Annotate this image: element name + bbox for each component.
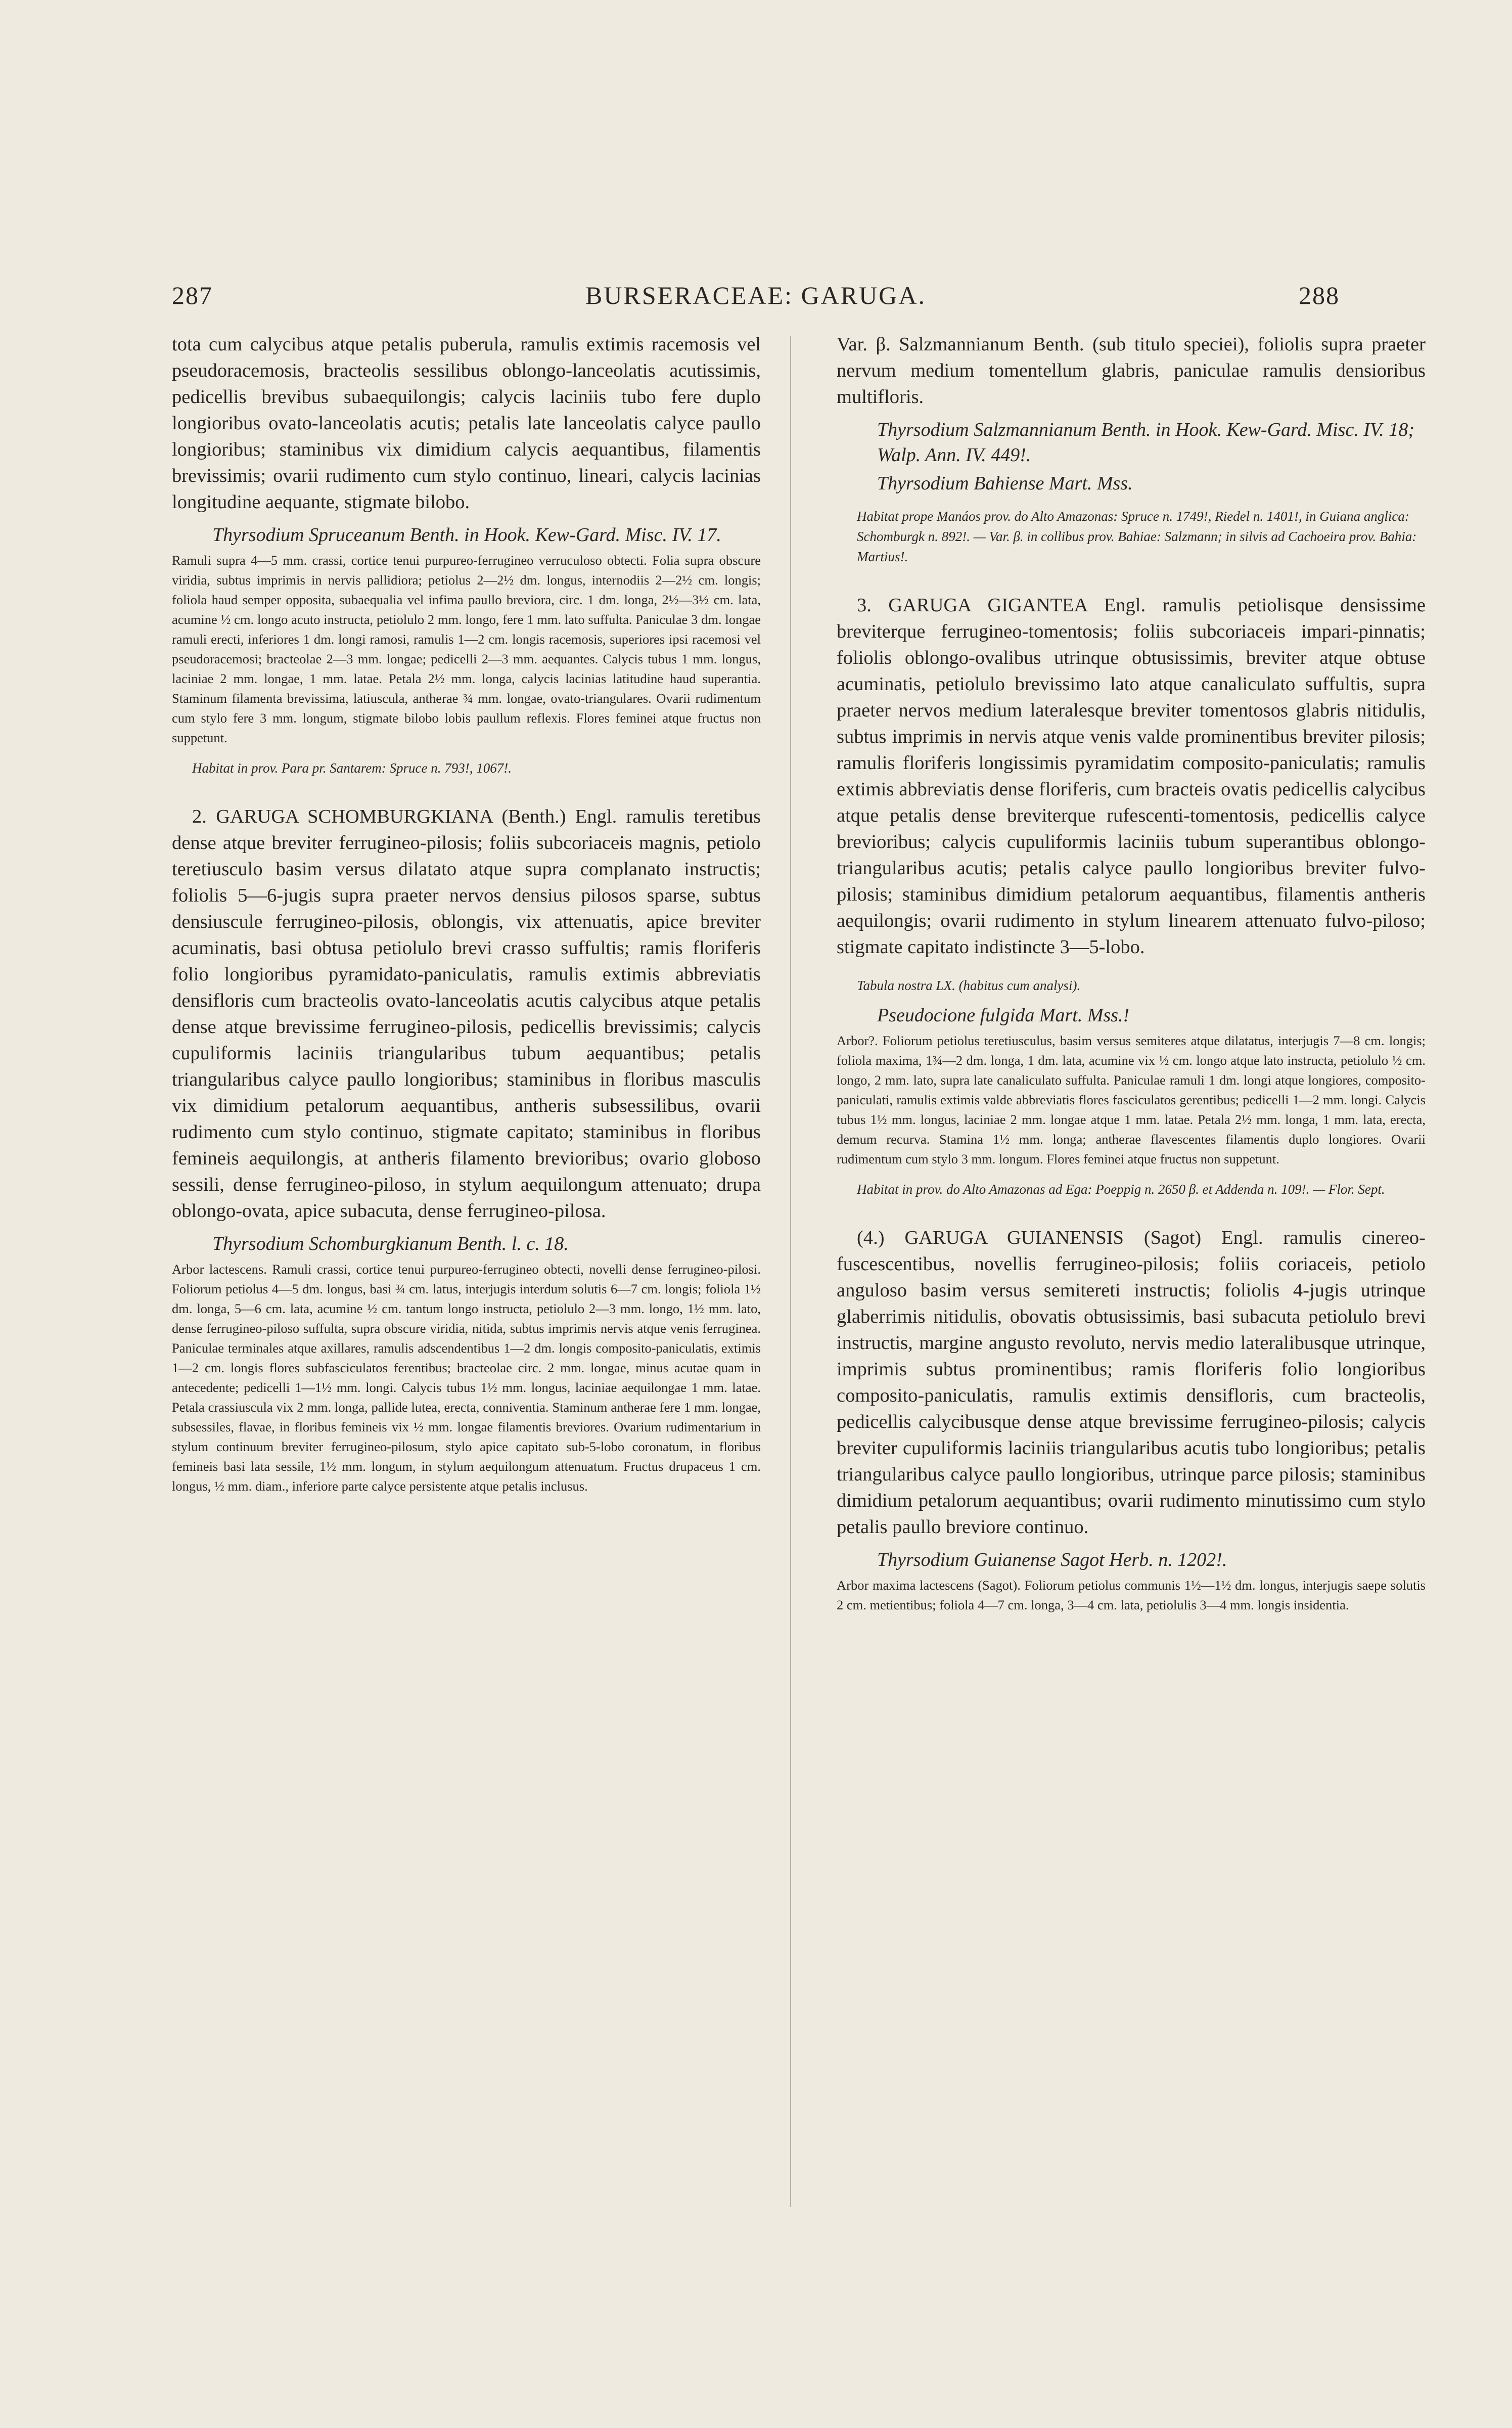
continuation-paragraph: tota cum calycibus atque petalis puberula, ramulis extimis racemosis vel pseudoracemosis, bracteolis sessilibus oblongo-lanceolatis acutissimis, pedicellis brevibus subaequilongis; calycis laciniis tubo fere duplo longioribus ovato-lanceolatis acutis; petalis late lanceolatis calyce paullo longioribus; staminibus vix dimidium calycis aequantibus, filamentis brevissimis; ovarii rudimento cum stylo continuo, lineari, calycis lacinias longitudine aequante, stigmate bilobo. xyxy=(172,334,761,513)
species-diagnosis: (4.) GARUGA GUIANENSIS (Sagot) Engl. ramulis cinereo-fuscescentibus, novellis ferrugineo-pilosis; foliis coriaceis, petiolo anguloso basim versus semitereti instructis; foliolis 4-jugis utrinque glaberrimis nitidulis, obovatis obtusissimis, basi subacuta petiolulo brevi instructis, margine angusto revoluto, nervis medio lateralibusque utrinque, imprimis subtus prominentibus; ramis floriferis folio longioribus composito-paniculatis, ramulis extimis densifloris, cum bracteolis, pedicellis calycibusque dense atque brevissime ferrugineo-pilosis; calycis breviter cupuliformis laciniis triangularibus acutis tubo longioribus; petalis triangularibus calyce paullo longioribus, utrinque parce pilosis; staminibus dimidium petalorum aequantibus; ovarii rudimento minutissimo cum stylo petalis paullo breviore continuo. xyxy=(837,1227,1426,1538)
synonym-line: Thyrsodium Guianense Sagot Herb. n. 1202!. xyxy=(877,1549,1227,1570)
habitat-line: Habitat prope Manáos prov. do Alto Amazonas: Spruce n. 1749!, Riedel n. 1401!, in Guiana anglica: Schomburgk n. 892!. — Var. β. in collibus prov. Bahiae: Salzmann; in silvis ad Cachoeira prov. Bahia: Martius!. xyxy=(857,509,1417,564)
synonym-line: Thyrsodium Schomburgkianum Benth. l. c. 18. xyxy=(212,1233,569,1254)
habitat-line: Habitat in prov. do Alto Amazonas ad Ega: Poeppig n. 2650 β. et Addenda n. 109!. — Flor. Sept. xyxy=(857,1182,1385,1197)
description-paragraph: Ramuli supra 4—5 mm. crassi, cortice tenui purpureo-ferrugineo verruculoso obtecti. Folia supra obscure viridia, subtus imprimis in nervis pallidiora; petiolus 2—2½ dm. longus, internodiis 2—2½ cm. longis; foliola haud semper opposita, subaequalia vel infima paullo breviora, circ. 1 dm. longa, 2½—3½ cm. lata, acumine ½ cm. longo acuto instructa, petiolulo 2 mm. longo, fere 1 mm. lato suffulta. Paniculae 3 dm. longae ramuli erecti, inferiores 1 dm. longi ramosi, ramulis 1—2 cm. longis racemosis, superiores ipsi racemosi vel pseudoracemosi; bracteolae 2—3 mm. longae; pedicelli 2—3 mm. aequantes. Calycis tubus 1 mm. longus, laciniae 2 mm. longae, 1 mm. latae. Petala 2½ mm. longa, calycis lacinias latitudine haud superantia. Staminum filamenta brevissima, latiuscula, antherae ¾ mm. longae, ovato-triangulares. Ovarii rudimentum cum stylo fere 3 mm. longum, stigmate bilobo lobis paullum reflexis. Flores feminei atque fructus non suppetunt. xyxy=(172,553,761,745)
synonym-line: Thyrsodium Spruceanum Benth. in Hook. Kew-Gard. Misc. IV. 17. xyxy=(212,524,721,546)
description-paragraph: Arbor?. Foliorum petiolus teretiusculus, basim versus semiteres atque dilatatus, interjugis 7—8 cm. longis; foliola maxima, 1¾—2 dm. longa, 1 dm. lata, acumine vix ½ cm. longo atque lato instructa, petiolulo ½ cm. longo, 2 mm. lato, supra late canaliculato suffulta. Paniculae ramuli 1 dm. longi atque longiores, composito-paniculati, ramulis extimis valde abbreviatis flores fasciculatos gerentibus; pedicelli 1—2 mm. longi. Calycis tubus 1½ mm. longus, laciniae 2 mm. longae atque 1 mm. latae. Petala 2½ mm. longa, 1 mm. lata, erecta, demum recurva. Stamina 1½ mm. longa; antherae flavescentes filamentis duplo longiores. Ovarii rudimentum cum stylo 3 mm. longum. Flores feminei atque fructus non suppetunt. xyxy=(837,1033,1426,1166)
synonym-line: Pseudocione fulgida Mart. Mss.! xyxy=(877,1005,1130,1026)
left-column xyxy=(172,331,761,1503)
description-paragraph: Arbor maxima lactescens (Sagot). Foliorum petiolus communis 1½—1½ dm. longus, interjugis saepe solutis 2 cm. metientibus; foliola 4—7 cm. longa, 3—4 cm. lata, petiolulis 3—4 mm. longis insidentia. xyxy=(837,1578,1426,1612)
plate-reference: Tabula nostra LX. (habitus cum analysi). xyxy=(857,978,1081,993)
species-diagnosis: 3. GARUGA GIGANTEA Engl. ramulis petiolisque densissime breviterque ferrugineo-tomentosis; foliis subcoriaceis impari-pinnatis; foliolis oblongo-ovalibus utrinque obtusissimis, breviter atque obtuse acuminatis, petiolulo brevissimo lato atque canaliculato suffultis, supra praeter nervos medium lateralesque breviter tomentosos glabris nitidulis, subtus imprimis in nervis atque venis valde prominentibus breviter pilosis; ramulis floriferis longissimis pyramidatim composito-paniculatis; ramulis extimis abbreviatis dense floriferis, cum bracteis ovatis pedicellis calycibus atque petalis dense breviterque rufescenti-tomentosis, pedicellis calyce brevioribus; calycis cupuliformis laciniis tubum superantibus oblongo-triangularibus acutis; petalis calyce paullo longioribus breviter fulvo-pilosis; staminibus dimidium petalorum aequantibus, filamentis antheris aequilongis; ovarii rudimento in stylum linearem attenuato fulvo-piloso; stigmate capitato indistincte 3—5-lobo. xyxy=(837,595,1426,958)
column-divider xyxy=(790,336,791,2207)
species-diagnosis: 2. GARUGA SCHOMBURGKIANA (Benth.) Engl. ramulis teretibus dense atque breviter ferrugineo-pilosis; foliis subcoriaceis magnis, petiolo teretiusculo basim versus dilatato atque supra complanato instructis; foliolis 5—6-jugis supra praeter nervos densius pilosos sparse, subtus densiuscule ferrugineo-pilosis, oblongis, vix attenuatis, apice breviter acuminatis, basi obtusa petiolulo brevi crasso suffultis; ramis floriferis folio longioribus pyramidato-paniculatis, ramulis extimis abbreviatis densifloris cum bracteolis ovato-lanceolatis acutis calycibus atque petalis dense atque brevissime ferrugineo-pilosis, pedicellis brevissimis; calycis cupuliformis laciniis triangularibus tubum aequantibus; petalis triangularibus calyce paullo longioribus; staminibus in floribus masculis vix dimidium petalorum aequantibus, antheris subsessilibus, ovarii rudimento cum stylo continuo, stigmate capitato; staminibus in floribus femineis aequilongis, at antheris filamento brevioribus; ovario globoso sessili, dense ferrugineo-piloso, in stylum aequilongum attenuato; drupa oblongo-ovata, apice subacuta, dense ferrugineo-pilosa. xyxy=(172,806,761,1222)
running-header xyxy=(172,281,1340,321)
running-title: BURSERACEAE: GARUGA. xyxy=(585,281,926,309)
variety-paragraph: Var. β. Salzmannianum Benth. (sub titulo speciei), foliolis supra praeter nervum medium tomentellum glabris, paniculae ramulis densioribus multifloris. xyxy=(837,334,1426,408)
synonym-line: Thyrsodium Bahiense Mart. Mss. xyxy=(877,473,1133,494)
description-paragraph: Arbor lactescens. Ramuli crassi, cortice tenui purpureo-ferrugineo obtecti, novelli dense ferrugineo-pilosi. Foliorum petiolus 4—5 dm. longus, basi ¾ cm. latus, interjugis interdum solutis 6—7 cm. longis; foliola 1½ dm. longa, 5—6 cm. lata, acumine ½ cm. tantum longo instructa, petiolulo 2—3 mm. longo, 1½ mm. lato, dense ferrugineo-piloso suffulta, supra obscure viridia, nitida, subtus imprimis nervis atque venis ferruginea. Paniculae terminales atque axillares, ramulis adscendentibus 1—2 dm. longis composito-paniculatis, extimis 1—2 cm. longis flores subfasciculatos ferentibus; bracteolae circ. 2 mm. longae, minus acutae quam in antecedente; pedicelli 1—1½ mm. longi. Calycis tubus 1½ mm. longus, laciniae aequilongae 1 mm. latae. Petala crassiuscula vix 2 mm. longa, pallide lutea, erecta, conniventia. Staminum antherae fere 1 mm. longae, subsessiles, flavae, in floribus femineis vix ½ mm. longae filamentis breviores. Ovarium rudimentarium in stylum continuum breviter ferrugineo-pilosum, stylo apice capitato sub-5-lobo coronatum, in floribus femineis basi lata sessile, 1½ mm. longum, in stylum aequilongum attenuatum. Fructus drupaceus 1 cm. longus, ½ mm. diam., inferiore parte calyce persistente atque petalis inclusus. xyxy=(172,1262,761,1494)
habitat-line: Habitat in prov. Para pr. Santarem: Spruce n. 793!, 1067!. xyxy=(192,760,512,776)
page-number-right: 288 xyxy=(1299,281,1340,309)
synonym-line: Thyrsodium Salzmannianum Benth. in Hook. Kew-Gard. Misc. IV. 18; Walp. Ann. IV. 449!. xyxy=(877,419,1414,466)
right-column xyxy=(837,331,1426,1622)
page-number-left: 287 xyxy=(172,281,213,309)
